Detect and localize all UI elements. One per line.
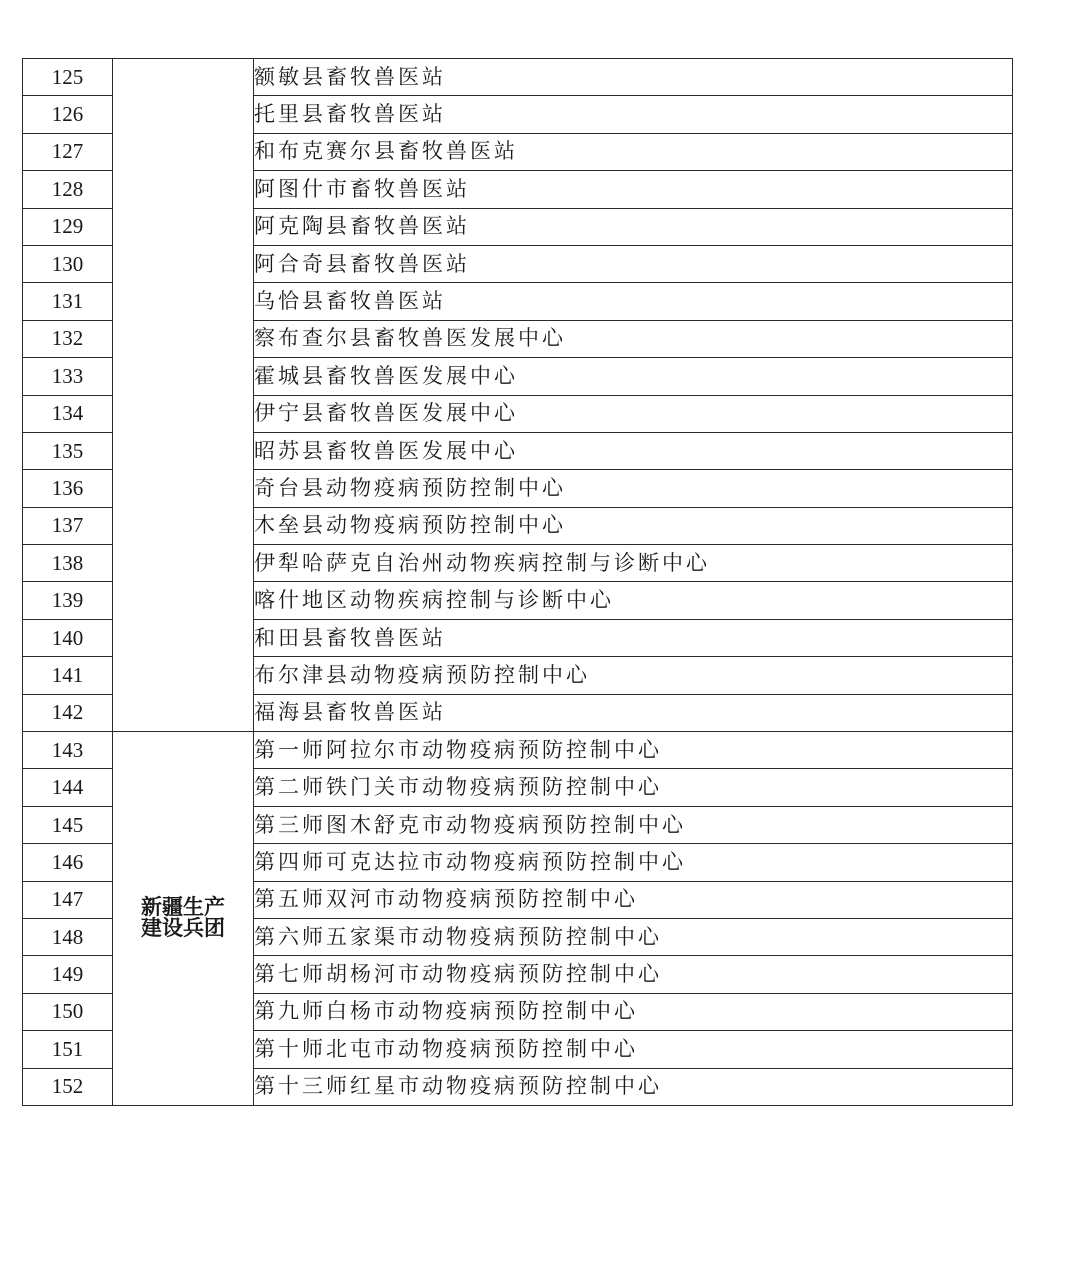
row-number: 151	[23, 1031, 113, 1068]
institution-name: 阿合奇县畜牧兽医站	[254, 245, 1013, 282]
institution-name: 霍城县畜牧兽医发展中心	[254, 358, 1013, 395]
institution-name: 奇台县动物疫病预防控制中心	[254, 470, 1013, 507]
institution-name: 察布查尔县畜牧兽医发展中心	[254, 320, 1013, 357]
row-number: 144	[23, 769, 113, 806]
institution-name: 第二师铁门关市动物疫病预防控制中心	[254, 769, 1013, 806]
row-number: 132	[23, 320, 113, 357]
row-number: 131	[23, 283, 113, 320]
row-number: 133	[23, 358, 113, 395]
group-cell	[113, 732, 254, 1106]
row-number: 135	[23, 432, 113, 469]
institution-name: 和布克赛尔县畜牧兽医站	[254, 133, 1013, 170]
row-number: 137	[23, 507, 113, 544]
row-number: 152	[23, 1068, 113, 1105]
institution-name: 乌恰县畜牧兽医站	[254, 283, 1013, 320]
row-number: 136	[23, 470, 113, 507]
row-number: 130	[23, 245, 113, 282]
row-number: 143	[23, 732, 113, 769]
institution-name: 木垒县动物疫病预防控制中心	[254, 507, 1013, 544]
group-title-line: 新疆生产	[141, 895, 225, 920]
institution-name: 阿克陶县畜牧兽医站	[254, 208, 1013, 245]
institution-name: 第七师胡杨河市动物疫病预防控制中心	[254, 956, 1013, 993]
row-number: 128	[23, 171, 113, 208]
institution-name: 托里县畜牧兽医站	[254, 96, 1013, 133]
group-title-line: 建设兵团	[141, 916, 225, 941]
institution-name: 和田县畜牧兽医站	[254, 619, 1013, 656]
institution-name: 第六师五家渠市动物疫病预防控制中心	[254, 918, 1013, 955]
row-number: 126	[23, 96, 113, 133]
row-number: 150	[23, 993, 113, 1030]
institution-name: 伊宁县畜牧兽医发展中心	[254, 395, 1013, 432]
row-number: 140	[23, 619, 113, 656]
institution-table	[22, 58, 1013, 1106]
row-number: 134	[23, 395, 113, 432]
row-number: 149	[23, 956, 113, 993]
institution-name: 伊犁哈萨克自治州动物疾病控制与诊断中心	[254, 545, 1013, 582]
institution-name: 第四师可克达拉市动物疫病预防控制中心	[254, 844, 1013, 881]
table-body	[23, 59, 1013, 1106]
institution-name: 第三师图木舒克市动物疫病预防控制中心	[254, 806, 1013, 843]
institution-name: 第一师阿拉尔市动物疫病预防控制中心	[254, 732, 1013, 769]
row-number: 146	[23, 844, 113, 881]
row-number: 138	[23, 545, 113, 582]
institution-name: 喀什地区动物疾病控制与诊断中心	[254, 582, 1013, 619]
table-row	[23, 59, 1013, 96]
institution-name: 第十三师红星市动物疫病预防控制中心	[254, 1068, 1013, 1105]
institution-name: 第九师白杨市动物疫病预防控制中心	[254, 993, 1013, 1030]
institution-name: 阿图什市畜牧兽医站	[254, 171, 1013, 208]
row-number: 127	[23, 133, 113, 170]
institution-name: 布尔津县动物疫病预防控制中心	[254, 657, 1013, 694]
row-number: 125	[23, 59, 113, 96]
row-number: 147	[23, 881, 113, 918]
institution-name: 额敏县畜牧兽医站	[254, 59, 1013, 96]
table-row	[23, 732, 1013, 769]
row-number: 145	[23, 806, 113, 843]
row-number: 142	[23, 694, 113, 731]
row-number: 139	[23, 582, 113, 619]
row-number: 141	[23, 657, 113, 694]
group-cell	[113, 59, 254, 732]
institution-name: 昭苏县畜牧兽医发展中心	[254, 432, 1013, 469]
row-number: 129	[23, 208, 113, 245]
institution-name: 福海县畜牧兽医站	[254, 694, 1013, 731]
institution-name: 第十师北屯市动物疫病预防控制中心	[254, 1031, 1013, 1068]
institution-name: 第五师双河市动物疫病预防控制中心	[254, 881, 1013, 918]
row-number: 148	[23, 918, 113, 955]
